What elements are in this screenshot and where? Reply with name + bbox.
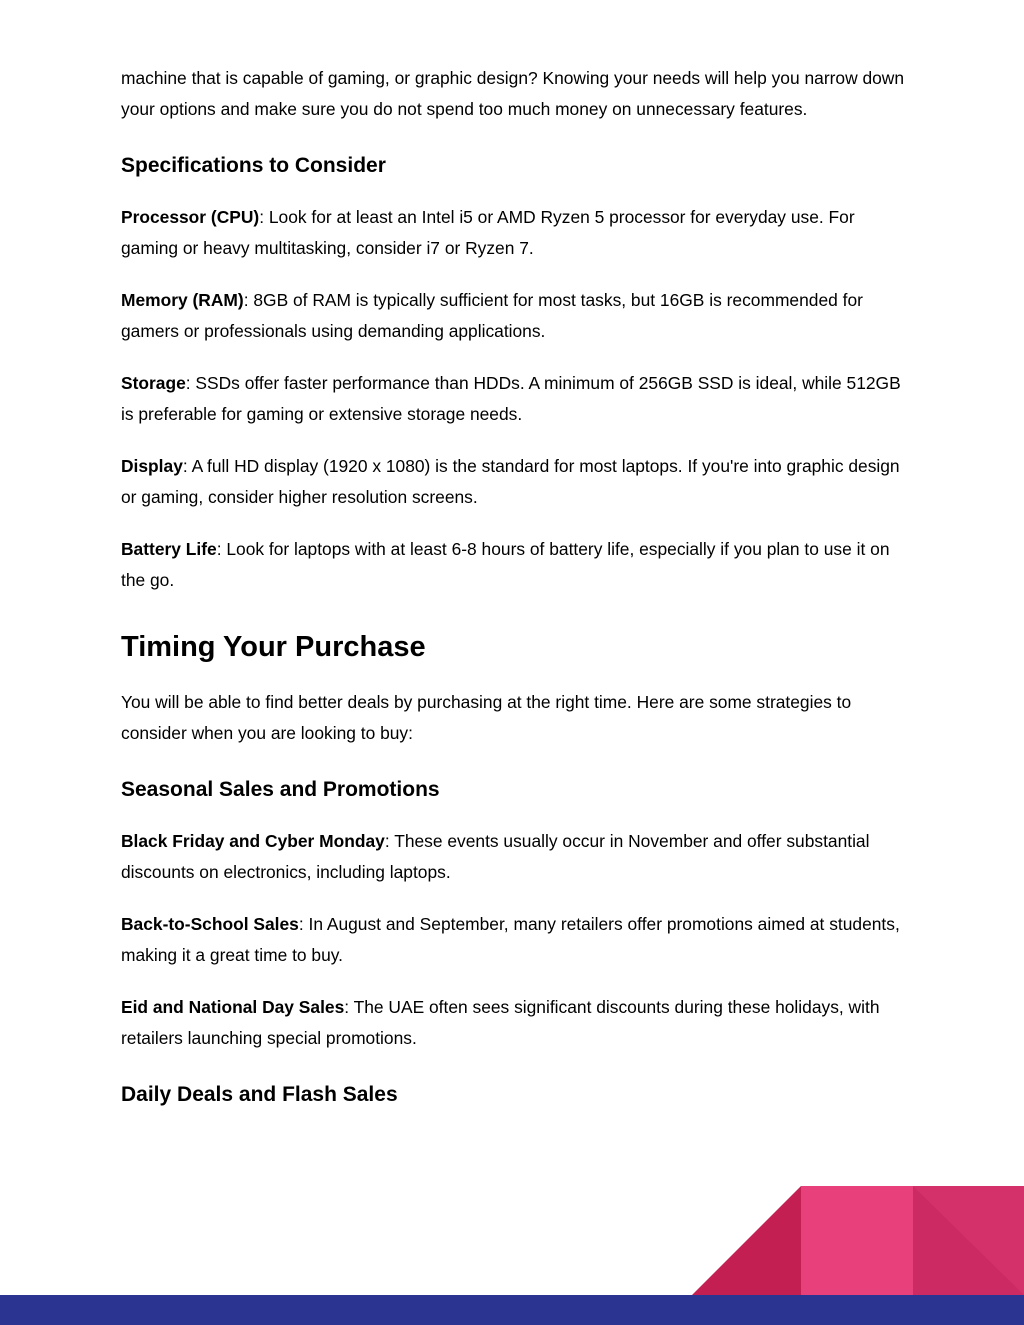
seasonal-item-eid [121,992,911,1054]
spec-term: Storage [121,373,186,393]
spec-item-battery [121,534,911,596]
seasonal-item-back-to-school [121,909,911,971]
intro-paragraph: machine that is capable of gaming, or graphic design? Knowing your needs will help you narrow down your options and make sure you do not spend too much money on unnecessary features. [121,68,905,119]
spec-text: : SSDs offer faster performance than HDDs. A minimum of 256GB SSD is ideal, while 512GB is preferable for gaming or extensive storage needs. [121,373,901,424]
spec-term: Processor (CPU) [121,207,260,227]
spec-item-processor [121,202,911,264]
seasonal-text: : In August and September, many retailers offer promotions aimed at students, making it a great time to buy. [121,914,900,965]
timing-paragraph: You will be able to find better deals by purchasing at the right time. Here are some strategies to consider when you are looking to buy: [121,692,852,743]
spec-term: Display [121,456,183,476]
spec-text: : 8GB of RAM is typically sufficient for most tasks, but 16GB is recommended for gamers or professionals using demanding applications. [121,290,863,341]
spec-term: Battery Life [121,539,217,559]
spec-item-memory [121,285,911,347]
seasonal-item-black-friday [121,826,911,888]
spec-item-storage [121,368,911,430]
seasonal-term: Back-to-School Sales [121,914,299,934]
spec-text: : Look for at least an Intel i5 or AMD Ryzen 5 processor for everyday use. For gaming or heavy multitasking, consider i7 or Ryzen 7. [121,207,855,258]
seasonal-term: Black Friday and Cyber Monday [121,831,385,851]
spec-term: Memory (RAM) [121,290,244,310]
spec-item-display [121,451,911,513]
bottom-bar [0,1295,1024,1325]
spec-text: : Look for laptops with at least 6-8 hours of battery life, especially if you plan to use it on the go. [121,539,890,590]
seasonal-text: : The UAE often sees significant discounts during these holidays, with retailers launching special promotions. [121,997,880,1048]
daily-heading: Daily Deals and Flash Sales [121,1083,398,1106]
crimson-triangle [692,1186,801,1295]
seasonal-term: Eid and National Day Sales [121,997,345,1017]
specs-heading: Specifications to Consider [121,154,386,177]
pink-panel [801,1186,913,1295]
seasonal-text: : These events usually occur in November and offer substantial discounts on electronics, including laptops. [121,831,870,882]
spec-text: : A full HD display (1920 x 1080) is the standard for most laptops. If you're into graphic design or gaming, consider higher resolution screens. [121,456,900,507]
document-body [121,63,911,1131]
seasonal-heading: Seasonal Sales and Promotions [121,778,440,801]
footer-decoration [0,1185,1024,1325]
timing-heading: Timing Your Purchase [121,631,426,663]
